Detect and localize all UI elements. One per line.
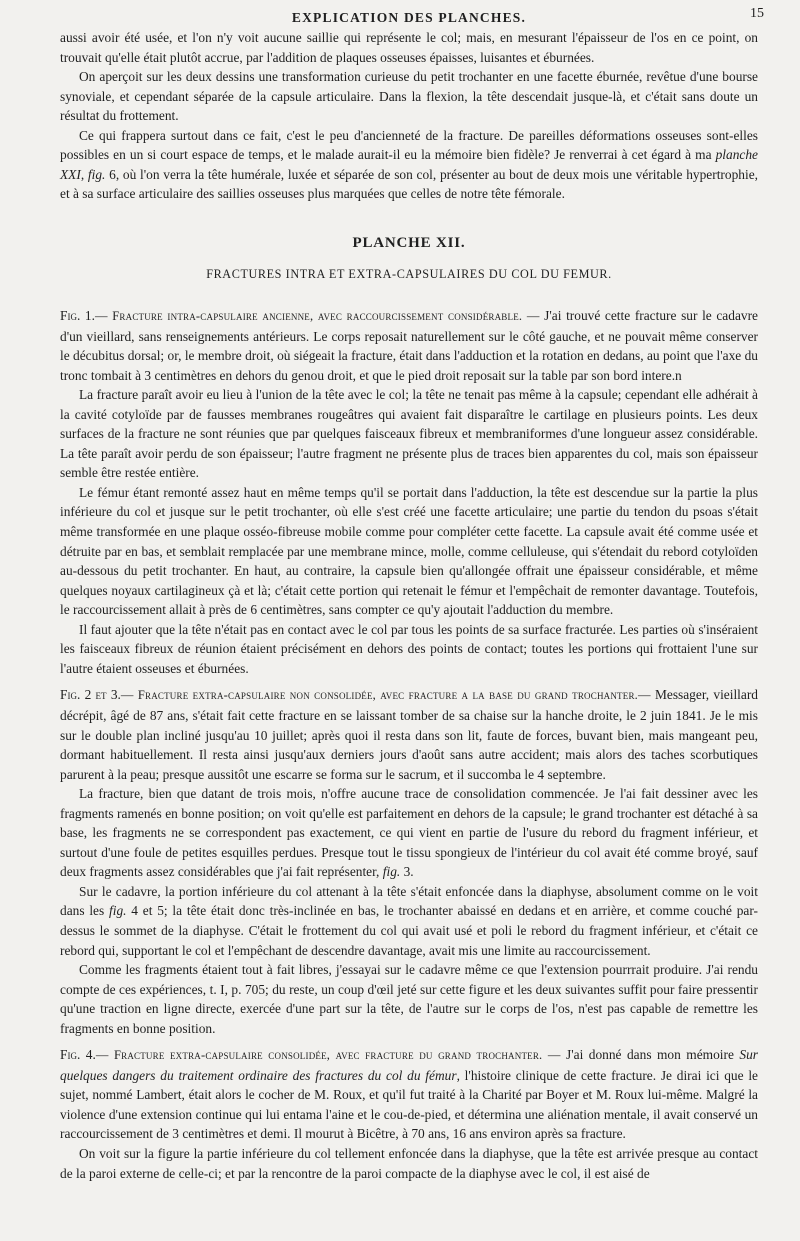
fig23-paragraph-2	[60, 784, 758, 882]
running-head-title: EXPLICATION DES PLANCHES.	[291, 10, 527, 25]
fig4-paragraph-1	[60, 1045, 758, 1144]
fig23-text-3a: Sur le cadavre, la portion inférieure du col attenant à la tête s'était enfoncée dans la diaphyse, absolument comme on le voit dans les	[60, 883, 758, 919]
intro3-text-e: 6, où l'on verra la tête humérale, luxée et séparée de son col, présenter au bout de deux mois une véritable hypertrophie, et à sa surface articulaire des saillies osseuses plus marquées que celles de notre tête fémorale.	[60, 166, 758, 202]
intro3-text-a: Ce qui frappera surtout dans ce fait, c'est le peu d'ancienneté de la fracture. De pareilles déformations osseuses sont-elles possibles en un si court espace de temps, et le malade aurait-il eu la mémoire bien fidèle? Je renverrai à cet égard à ma	[60, 127, 758, 163]
fig1-paragraph-4: Il faut ajouter que la tête n'était pas en contact avec le col par tous les points de sa surface fracturée. Les parties où s'inséraient les faisceaux fibreux de réunion étaient précisément en dehors des points de contact; toutes les portions qui frottaient l'une sur l'autre étaient osseuses et éburnées.	[60, 621, 758, 676]
fig1-text-1: J'ai trouvé cette fracture sur le cadavre d'un vieillard, sans renseignements antérieurs. Le corps reposait naturellement sur le côté gauche, et ne pouvait même conserver le décubitus dorsal; or, le membre droit, où siégeait la fracture, était dans l'adduction et la rotation en dedans, au point que l'axe du tronc tombait à 3 centimètres en dehors du genou droit, et que le pied droit reposait sur la table par son bord intere.n	[60, 308, 758, 383]
plate-title: PLANCHE XII.	[352, 234, 466, 251]
intro-paragraph-2: On aperçoit sur les deux dessins une transformation curieuse du petit trochanter en une facette éburnée, revêtue d'une bourse synoviale, et cependant séparée de la capsule articulaire. Dans la flexion, la tête descendait jusque-là, et c'était sans doute un résultat du frottement.	[60, 69, 758, 124]
fig23-text-2a: La fracture, bien que datant de trois mois, n'offre aucune trace de consolidation commencée. Je l'ai fait dessiner avec les fragments ramenés en bonne position; on voit qu'elle est parfaitement en dehors de la capsule; le grand trochanter est détaché à sa base, les fragments ne se correspondent pas exactement, ce qui vient en partie de l'usure du rebord du fragment inférieur, et surtout d'une foule de petites esquilles perdues. Presque tout le tissu spongieux de l'intérieur du col avait été comme broyé, sauf deux fragments assez considérables que j'ai fait représenter,	[60, 786, 758, 880]
plate-reference: planche XXI	[60, 147, 758, 182]
memoir-title: Sur quelques dangers du traitement ordinaire des fractures du col du fémur	[60, 1047, 758, 1083]
fig4-text-1a: J'ai donné dans mon mémoire	[566, 1047, 734, 1063]
fig1-heading: — Fracture intra-capsulaire ancienne, avec raccourcissement considérable. —	[94, 309, 540, 324]
fig23-label: Fig. 2 et 3.	[60, 687, 121, 703]
fig23-heading: — Fracture extra-capsulaire non consolidée, avec fracture a la base du grand trochanter.—	[120, 688, 651, 703]
main-text	[60, 28, 758, 1183]
running-head	[60, 6, 764, 28]
fig4-paragraph-2: On voit sur la figure la partie inférieure du col tellement enfoncée dans la diaphyse, que la tête est arrivée presque au contact de la paroi externe de celle-ci; et par la rencontre de la paroi compacte de la diaphyse avec le col, il est aisé de	[60, 1145, 758, 1181]
fig1-paragraph-2: La fracture paraît avoir eu lieu à l'union de la tête avec le col; la tête ne tenait pas même à la capsule; cependant elle adhérait à la cavité cotyloïde par de fausses membranes rougeâtres qui avaient fait disparaître le cartilage en plusieurs points. Les deux surfaces de la fracture ne sont réunies que par quelques faisceaux fibreux et membraniformes d'une longueur assez considérable. La tête paraît avoir perdu de son épaisseur; l'autre fragment ne présente plus de traces bien apparentes du col, mais son épaisseur semble être restée entière.	[60, 387, 758, 481]
fig4-text-1b: , l'histoire clinique de cette fracture. Je dirai ici que le sujet, nommé Lambert, était alors le cocher de M. Roux, et qu'il fut traité à la Charité par Boyer et M. Roux lui-même. Malgré la violence d'une extension continue qui lui entama l'aine et le cou-de-pied, et détermina une aliénation mentale, il avait conservé un raccourcissement de 3 centimètres et demi. Il mourut à Bicêtre, à 70 ans, 16 ans environ après sa fracture.	[60, 1067, 758, 1142]
fig23-text-1: Messager, vieillard décrépit, âgé de 87 ans, s'était fait cette fracture en se laissant tomber de sa chaise sur la hanche droite, le 2 juin 1841. Je le mis sur le double plan incliné jusqu'au 10 juillet; après quoi il resta dans son lit, faute de forces, buvant bien, mais mangeant peu, dormant habituellement. Il resta ainsi jusqu'aux derniers jours d'août sans autre accident; mais alors des taches scorbutiques parurent à la peau; presque aussitôt une escarre se forma sur le sacrum, et il succomba le 4 septembre.	[60, 687, 758, 782]
page-number: 15	[750, 6, 764, 21]
fig23-figref-1: fig.	[382, 864, 401, 880]
plate-subtitle: FRACTURES INTRA ET EXTRA-CAPSULAIRES DU COL DU FEMUR.	[206, 267, 612, 282]
fig-reference: fig.	[87, 166, 106, 182]
intro-paragraph-3	[60, 126, 758, 204]
fig23-text-3b: 4 et 5; la tête était donc très-inclinée en bas, le trochanter abaissé en dedans et en arrière, et comme couché par-dessus le sommet de la diaphyse. C'était le frottement du col qui avait usé et poli le rebord du fragment inférieur, et c'était ce rebord qui, supportant le col et l'empêchant de descendre davantage, avait mis une limite au raccourcissement.	[60, 903, 758, 958]
fig4-heading: — Fracture extra-capsulaire consolidée, avec fracture du grand trochanter. —	[95, 1048, 561, 1063]
intro-paragraph-1: aussi avoir été usée, et l'on n'y voit aucune saillie qui représente le col; mais, en mesurant l'épaisseur de l'os en ce point, on trouvait qu'elle était plutôt accrue, par l'addition de plaques osseuses épaisses, luisantes et éburnées.	[60, 30, 758, 65]
fig23-paragraph-3	[60, 882, 758, 960]
fig23-paragraph-1	[60, 685, 758, 784]
fig23-figref-2: fig.	[109, 903, 127, 919]
fig1-paragraph-3: Le fémur étant remonté assez haut en même temps qu'il se portait dans l'adduction, la tête est descendue sur la partie la plus inférieure du col et jusque sur le petit trochanter, où elle s'est créé une facette articulaire; une partie du tendon du psoas s'était même transformée en une plaque osséo-fibreuse mobile comme pour compléter cette facette. La capsule avait été comme usée et détruite par en bas, et semblait remplacée par une membrane mince, molle, comme celluleuse, qui s'étendait du rebord cotyloïden au-dessous du petit trochanter. En haut, au contraire, la capsule bien qu'allongée offrait une épaisseur considérable, et même quelques noyaux cartilagineux çà et là; c'était cette portion qui retenait le fémur et l'empêchait de remonter davantage. Toutefois, le raccourcissement allait à près de 6 centimètres, sans compter ce qu'y ajoutait l'adduction du membre.	[60, 484, 758, 618]
intro3-text-c: ,	[80, 166, 85, 182]
fig1-paragraph-1	[60, 306, 758, 385]
fig1-label: Fig. 1.	[60, 308, 95, 324]
fig23-paragraph-4: Comme les fragments étaient tout à fait libres, j'essayai sur le cadavre même ce que l'extension pourrrait produire. J'ai rendu compte de ces expériences, t. I, p. 705; du reste, un coup d'œil jeté sur cette figure et les deux suivantes suffit pour faire pressentir qu'une traction en ligne directe, exercée d'une part sur la tête, de l'autre sur le corps de l'os, n'est pas capable de remettre les fragments en bonne position.	[60, 962, 758, 1036]
fig4-label: Fig. 4.	[60, 1047, 96, 1063]
fig23-text-2b: 3.	[403, 864, 414, 880]
